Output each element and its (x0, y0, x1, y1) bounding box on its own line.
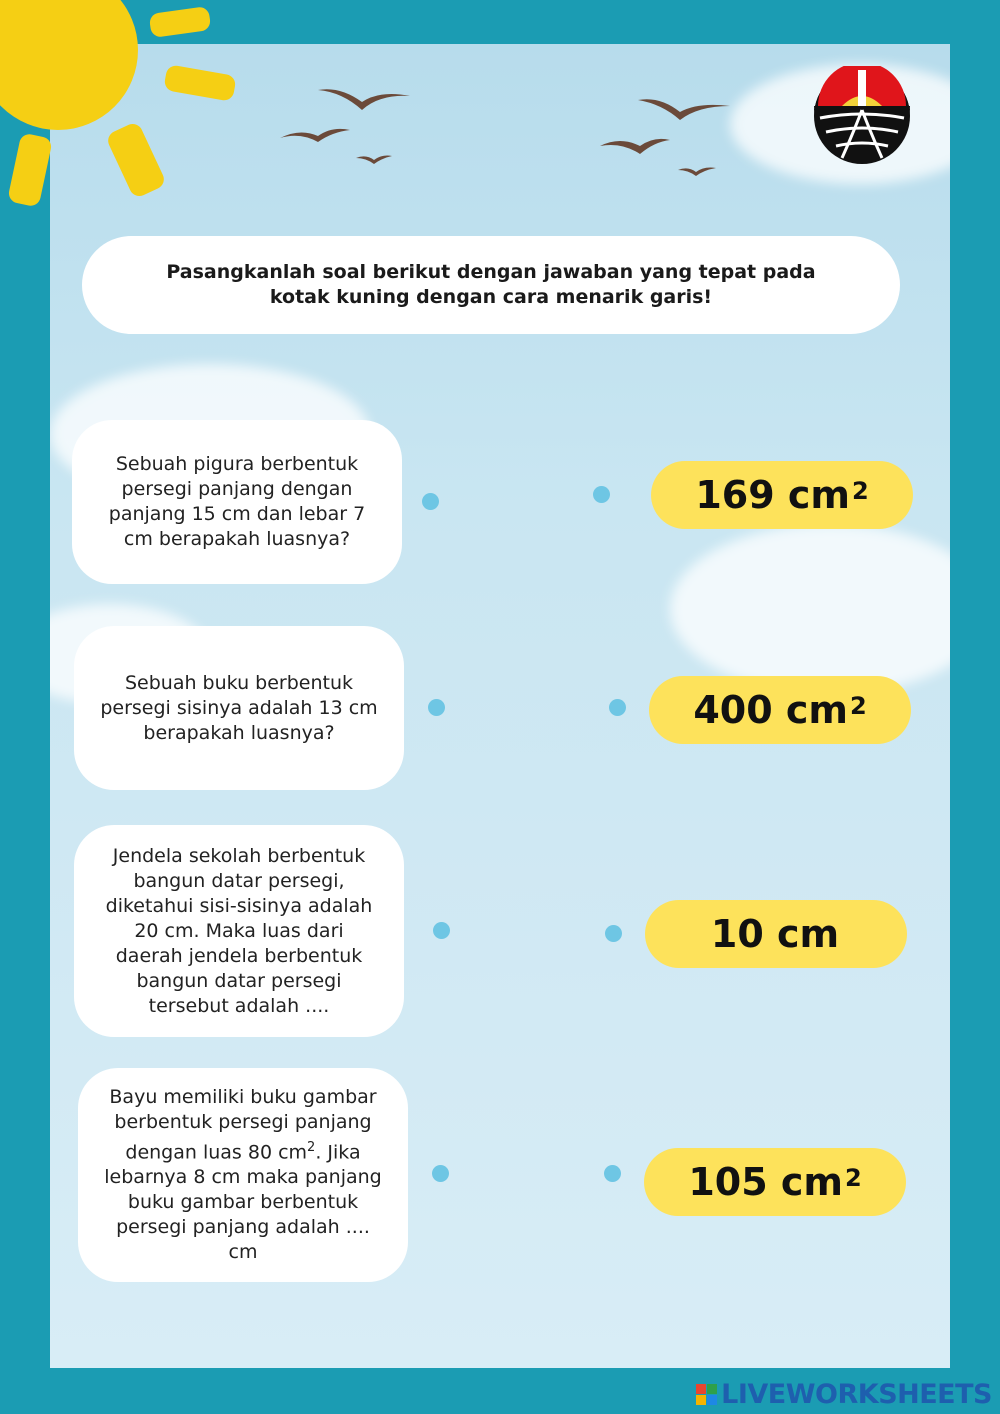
question-card-1 (72, 420, 402, 584)
answer-dot-1[interactable] (593, 486, 610, 503)
answer-value: 400 cm (693, 688, 848, 732)
question-dot-3[interactable] (433, 922, 450, 939)
answer-dot-4[interactable] (604, 1165, 621, 1182)
university-logo (812, 66, 912, 166)
liveworksheets-logo (696, 1378, 992, 1410)
answer-box-1[interactable] (651, 461, 913, 529)
answer-value: 10 cm (710, 912, 840, 956)
answer-box-2[interactable] (649, 676, 911, 744)
birds-icon (270, 80, 740, 190)
question-dot-2[interactable] (428, 699, 445, 716)
sun-icon (0, 0, 250, 220)
question-dot-4[interactable] (432, 1165, 449, 1182)
brand-text: LIVEWORKSHEETS (721, 1378, 992, 1410)
liveworksheets-icon (696, 1384, 717, 1405)
answer-superscript: 2 (844, 1164, 862, 1192)
question-text: Bayu memiliki buku gambar berbentuk persegi panjang dengan luas 80 $cm^2$. Jika lebarnya 8 cm maka panjang buku gambar berbentuk persegi panjang adalah .... cm (104, 1085, 382, 1264)
answer-box-4[interactable] (644, 1148, 906, 1216)
answer-dot-3[interactable] (605, 925, 622, 942)
instruction-banner: Pasangkanlah soal berikut dengan jawaban yang tepat pada kotak kuning dengan cara menarik garis! (82, 236, 900, 334)
answer-dot-2[interactable] (609, 699, 626, 716)
question-card-2 (74, 626, 404, 790)
answer-value: 169 cm (695, 473, 850, 517)
question-text: Jendela sekolah berbentuk bangun datar persegi, diketahui sisi-sisinya adalah 20 cm. Maka luas dari daerah jendela berbentuk bangun datar persegi tersebut adalah .... (105, 844, 373, 1017)
question-card-3 (74, 825, 404, 1037)
answer-box-3[interactable] (645, 900, 907, 968)
question-card-4 (78, 1068, 408, 1282)
question-text: Sebuah buku berbentuk persegi sisinya adalah 13 cm berapakah luasnya? (100, 671, 378, 744)
answer-value: 105 cm (688, 1160, 843, 1204)
answer-superscript: 2 (849, 692, 867, 720)
question-text: Sebuah pigura berbentuk persegi panjang dengan panjang 15 cm dan lebar 7 cm berapakah luasnya? (108, 453, 366, 550)
answer-superscript: 2 (851, 477, 869, 505)
question-dot-1[interactable] (422, 493, 439, 510)
cloud (670, 524, 950, 694)
